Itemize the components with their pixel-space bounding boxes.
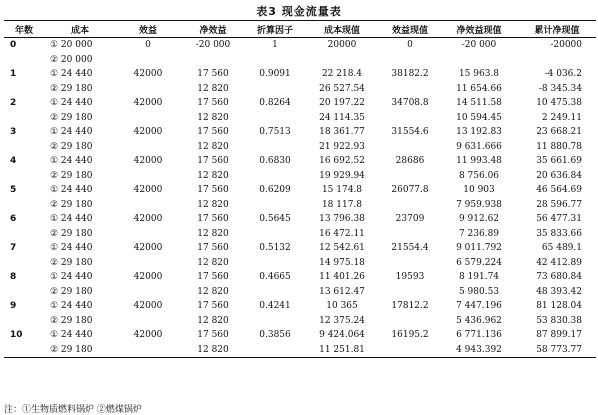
cumulative-npv-cell: 56 477.31 (536, 214, 582, 225)
benefit-pv-cell (380, 111, 440, 126)
benefit-cell: 42000 (133, 330, 163, 341)
benefit-cell: 42000 (133, 69, 163, 80)
year-cell (4, 140, 44, 155)
table-note: 注：①生物质燃料锅炉 ②燃煤锅炉 (4, 405, 142, 415)
benefit-pv-cell: 21554.4 (391, 243, 429, 254)
cash-flow-table (4, 20, 596, 358)
table-row (4, 241, 596, 256)
table-title: 表3 现金流量表 (256, 5, 342, 18)
table-row (4, 343, 596, 358)
net-benefit-pv-cell: 6 771.136 (456, 330, 502, 341)
cost-cell: ② 29 180 (50, 286, 93, 297)
benefit-cell: 42000 (133, 301, 163, 312)
discount-factor-cell: 0.3856 (259, 330, 291, 341)
cumulative-npv-cell: 42 412.89 (536, 257, 582, 268)
cumulative-npv-cell: 46 564.69 (536, 185, 582, 196)
discount-factor-cell: 0.4241 (259, 301, 291, 312)
benefit-pv-cell: 31554.6 (391, 127, 429, 138)
net-benefit-cell: 12 820 (180, 343, 246, 358)
cost-pv-cell: 26 527.54 (319, 83, 365, 94)
discount-factor-cell: 0.5645 (259, 214, 291, 225)
benefit-pv-cell (380, 198, 440, 213)
discount-factor-cell (246, 256, 304, 271)
benefit-cell (116, 140, 180, 155)
year-cell: 8 (10, 272, 17, 283)
cost-pv-cell: 14 975.18 (319, 257, 365, 268)
table-row (4, 96, 596, 111)
year-cell (4, 343, 44, 358)
year-cell: 5 (10, 185, 17, 196)
net-benefit-cell: 17 560 (197, 127, 229, 138)
cumulative-npv-cell: 73 680.84 (536, 272, 582, 283)
table-body (4, 38, 596, 358)
discount-factor-cell: 0.9091 (259, 69, 291, 80)
cumulative-npv-cell (518, 53, 596, 68)
discount-factor-cell: 0.6209 (259, 185, 291, 196)
benefit-pv-cell: 17812.2 (391, 301, 429, 312)
net-benefit-cell: 17 560 (197, 301, 229, 312)
net-benefit-cell (180, 53, 246, 68)
benefit-cell: 42000 (133, 185, 163, 196)
discount-factor-cell: 0.4665 (259, 272, 291, 283)
cumulative-npv-cell: 53 830.38 (536, 315, 582, 326)
discount-factor-cell (246, 140, 304, 155)
benefit-cell: 42000 (133, 156, 163, 167)
column-header: 效益 (116, 21, 180, 38)
net-benefit-cell: 12 820 (197, 141, 229, 152)
net-benefit-cell: 17 560 (197, 69, 229, 80)
cash-flow-table-container (4, 20, 596, 358)
cumulative-npv-cell: -4 036.2 (544, 69, 582, 80)
year-cell (4, 198, 44, 213)
net-benefit-cell: 12 820 (197, 170, 229, 181)
table-row (4, 256, 596, 271)
cost-cell: ① 24 440 (50, 127, 93, 138)
cost-pv-cell: 16 692.52 (319, 156, 365, 167)
year-cell (4, 256, 44, 271)
cost-cell: ② 29 180 (50, 170, 93, 181)
net-benefit-pv-cell: 10 903 (463, 185, 495, 196)
table-header-row (4, 21, 596, 38)
cost-cell: ① 24 440 (50, 243, 93, 254)
benefit-cell (116, 53, 180, 68)
cost-pv-cell: 18 117.8 (321, 199, 363, 210)
cost-pv-cell: 22 218.4 (321, 69, 363, 80)
year-cell (4, 227, 44, 242)
cost-cell: ② 29 180 (50, 112, 93, 123)
benefit-cell (116, 198, 180, 213)
benefit-pv-cell (380, 256, 440, 271)
year-cell (4, 111, 44, 126)
cost-cell: ① 24 440 (50, 185, 93, 196)
cost-cell: ② 29 180 (50, 199, 93, 210)
cost-cell: ② 29 180 (50, 315, 93, 326)
table-row (4, 154, 596, 169)
benefit-cell (116, 227, 180, 242)
benefit-pv-cell (380, 343, 440, 358)
benefit-pv-cell: 34708.8 (391, 98, 429, 109)
cost-cell: ② 29 180 (50, 257, 93, 268)
net-benefit-cell: 17 560 (197, 156, 229, 167)
cumulative-npv-cell: 58 773.77 (518, 343, 596, 358)
benefit-pv-cell (380, 285, 440, 300)
cumulative-npv-cell: 28 596.77 (536, 199, 582, 210)
discount-factor-cell (246, 82, 304, 97)
net-benefit-pv-cell: 14 511.58 (456, 98, 502, 109)
cumulative-npv-cell: 10 475.38 (536, 98, 582, 109)
discount-factor-cell (246, 314, 304, 329)
table-row (4, 270, 596, 285)
cost-pv-cell: 11 401.26 (319, 272, 365, 283)
cost-pv-cell: 13 796.38 (319, 214, 365, 225)
cost-cell: ② 29 180 (50, 228, 93, 239)
table-row (4, 183, 596, 198)
net-benefit-cell: 12 820 (197, 257, 229, 268)
table-row (4, 53, 596, 68)
net-benefit-pv-cell: 8 191.74 (458, 272, 500, 283)
benefit-pv-cell (380, 82, 440, 97)
table-row (4, 67, 596, 82)
net-benefit-cell: 17 560 (197, 98, 229, 109)
discount-factor-cell (246, 198, 304, 213)
cost-pv-cell: 20000 (327, 40, 357, 51)
discount-factor-cell (246, 227, 304, 242)
cumulative-npv-cell: 23 668.21 (536, 127, 582, 138)
discount-factor-cell: 0.8264 (259, 98, 291, 109)
net-benefit-cell: 12 820 (197, 199, 229, 210)
net-benefit-cell: 12 820 (197, 315, 229, 326)
cost-cell: ① 24 440 (50, 69, 93, 80)
year-cell: 9 (10, 301, 17, 312)
net-benefit-pv-cell: 8 756.06 (458, 170, 500, 181)
table-row (4, 198, 596, 213)
discount-factor-cell (246, 285, 304, 300)
cost-pv-cell: 12 375.24 (319, 315, 365, 326)
cost-pv-cell: 18 361.77 (319, 127, 365, 138)
benefit-cell: 42000 (133, 272, 163, 283)
table-row (4, 111, 596, 126)
benefit-pv-cell: 26077.8 (391, 185, 429, 196)
net-benefit-pv-cell (440, 53, 518, 68)
cost-cell: ① 24 440 (50, 301, 93, 312)
cumulative-npv-cell: 48 393.42 (536, 286, 582, 297)
column-header: 折算因子 (246, 21, 304, 38)
discount-factor-cell: 1 (272, 40, 278, 51)
net-benefit-pv-cell: 15 963.8 (458, 69, 500, 80)
cost-pv-cell: 19 929.94 (319, 170, 365, 181)
cumulative-npv-cell: 2 249.11 (541, 112, 582, 123)
table-row (4, 82, 596, 97)
net-benefit-cell: 12 820 (197, 286, 229, 297)
cost-cell: ① 24 440 (50, 156, 93, 167)
cost-pv-cell: 9 424.064 (319, 330, 365, 341)
net-benefit-pv-cell: 10 594.45 (456, 112, 502, 123)
table-row (4, 328, 596, 343)
benefit-cell (116, 285, 180, 300)
cumulative-npv-cell: 35 661.69 (536, 156, 582, 167)
benefit-cell (116, 314, 180, 329)
column-header: 累计净现值 (518, 21, 596, 38)
cumulative-npv-cell: 81 128.04 (536, 301, 582, 312)
cost-pv-cell: 16 472.11 (319, 228, 365, 239)
table-row (4, 314, 596, 329)
cumulative-npv-cell: 65 489.1 (541, 243, 582, 254)
year-cell (4, 314, 44, 329)
benefit-cell: 42000 (133, 214, 163, 225)
benefit-cell (116, 82, 180, 97)
cost-pv-cell: 11 251.81 (304, 343, 380, 358)
benefit-cell: 42000 (133, 243, 163, 254)
benefit-cell (116, 169, 180, 184)
cost-cell: ② 29 180 (50, 141, 93, 152)
year-cell: 4 (10, 156, 17, 167)
discount-factor-cell: 0.7513 (259, 127, 291, 138)
benefit-pv-cell: 0 (407, 40, 413, 51)
net-benefit-pv-cell: 7 959.938 (456, 199, 502, 210)
cost-cell: ② 29 180 (50, 83, 93, 94)
cost-pv-cell: 12 542.61 (319, 243, 365, 254)
cost-cell: ② 20 000 (50, 54, 93, 65)
net-benefit-pv-cell: 7 447.196 (456, 301, 502, 312)
cumulative-npv-cell: -20000 (550, 40, 582, 51)
discount-factor-cell (246, 111, 304, 126)
year-cell (4, 53, 44, 68)
benefit-pv-cell (380, 227, 440, 242)
net-benefit-pv-cell: -20 000 (461, 40, 497, 51)
net-benefit-pv-cell: 4 943.392 (440, 343, 518, 358)
cost-cell: ① 24 440 (50, 330, 93, 341)
cost-pv-cell: 20 197.22 (319, 98, 365, 109)
cost-cell: ① 20 000 (50, 40, 93, 51)
benefit-pv-cell: 19593 (395, 272, 425, 283)
year-cell: 0 (10, 40, 17, 51)
cumulative-npv-cell: 20 636.84 (536, 170, 582, 181)
column-header: 成本 (44, 21, 116, 38)
table-row (4, 125, 596, 140)
cost-cell: ① 24 440 (50, 214, 93, 225)
table-row (4, 285, 596, 300)
cumulative-npv-cell: -8 345.34 (538, 83, 582, 94)
net-benefit-cell: -20 000 (195, 40, 231, 51)
benefit-pv-cell: 23709 (395, 214, 425, 225)
net-benefit-cell: 17 560 (197, 272, 229, 283)
benefit-pv-cell: 16195.2 (391, 330, 429, 341)
year-cell: 1 (10, 69, 17, 80)
year-cell: 3 (10, 127, 17, 138)
benefit-pv-cell (380, 314, 440, 329)
cost-pv-cell: 21 922.93 (319, 141, 365, 152)
benefit-cell (116, 111, 180, 126)
benefit-pv-cell (380, 53, 440, 68)
benefit-cell (116, 343, 180, 358)
table-row (4, 140, 596, 155)
benefit-pv-cell: 38182.2 (391, 69, 429, 80)
year-cell: 10 (10, 330, 23, 341)
cumulative-npv-cell: 11 880.78 (536, 141, 582, 152)
column-header: 净效益现值 (440, 21, 518, 38)
year-cell (4, 169, 44, 184)
table-row (4, 169, 596, 184)
net-benefit-cell: 17 560 (197, 185, 229, 196)
net-benefit-pv-cell: 11 993.48 (456, 156, 502, 167)
cost-pv-cell: 24 114.35 (319, 112, 365, 123)
cost-pv-cell (304, 53, 380, 68)
benefit-cell: 42000 (133, 127, 163, 138)
benefit-cell: 42000 (133, 98, 163, 109)
cost-cell: ① 24 440 (50, 98, 93, 109)
net-benefit-pv-cell: 6 579.224 (456, 257, 502, 268)
net-benefit-cell: 12 820 (197, 228, 229, 239)
net-benefit-cell: 17 560 (197, 243, 229, 254)
benefit-cell (116, 256, 180, 271)
year-cell: 6 (10, 214, 17, 225)
net-benefit-pv-cell: 5 980.53 (458, 286, 500, 297)
net-benefit-cell: 17 560 (197, 214, 229, 225)
net-benefit-cell: 17 560 (197, 330, 229, 341)
year-cell (4, 285, 44, 300)
net-benefit-cell: 12 820 (197, 112, 229, 123)
column-header: 净效益 (180, 21, 246, 38)
net-benefit-pv-cell: 9 631.666 (456, 141, 502, 152)
table-row (4, 299, 596, 314)
net-benefit-pv-cell: 7 236.89 (458, 228, 500, 239)
benefit-pv-cell (380, 140, 440, 155)
column-header: 效益现值 (380, 21, 440, 38)
cost-pv-cell: 13 612.47 (319, 286, 365, 297)
discount-factor-cell: 0.5132 (259, 243, 291, 254)
benefit-pv-cell (380, 169, 440, 184)
benefit-pv-cell: 28686 (395, 156, 425, 167)
net-benefit-pv-cell: 5 436.962 (456, 315, 502, 326)
year-cell: 2 (10, 98, 17, 109)
year-cell (4, 82, 44, 97)
cumulative-npv-cell: 87 899.17 (536, 330, 582, 341)
cost-pv-cell: 10 365 (326, 301, 358, 312)
discount-factor-cell: 0.6830 (259, 156, 291, 167)
discount-factor-cell (246, 53, 304, 68)
table-row (4, 212, 596, 227)
cost-pv-cell: 15 174.8 (321, 185, 363, 196)
discount-factor-cell (246, 169, 304, 184)
discount-factor-cell (246, 343, 304, 358)
cost-cell: ② 29 180 (44, 343, 116, 358)
year-cell: 7 (10, 243, 17, 254)
cumulative-npv-cell: 35 833.66 (536, 228, 582, 239)
column-header: 年数 (4, 21, 44, 38)
benefit-cell: 0 (145, 40, 151, 51)
net-benefit-pv-cell: 9 011.792 (456, 243, 502, 254)
table-row (4, 227, 596, 242)
net-benefit-pv-cell: 9 912.62 (458, 214, 500, 225)
column-header: 成本现值 (304, 21, 380, 38)
net-benefit-pv-cell: 11 654.66 (456, 83, 502, 94)
net-benefit-pv-cell: 13 192.83 (456, 127, 502, 138)
net-benefit-cell: 12 820 (197, 83, 229, 94)
cost-cell: ① 24 440 (50, 272, 93, 283)
table-row (4, 38, 596, 53)
